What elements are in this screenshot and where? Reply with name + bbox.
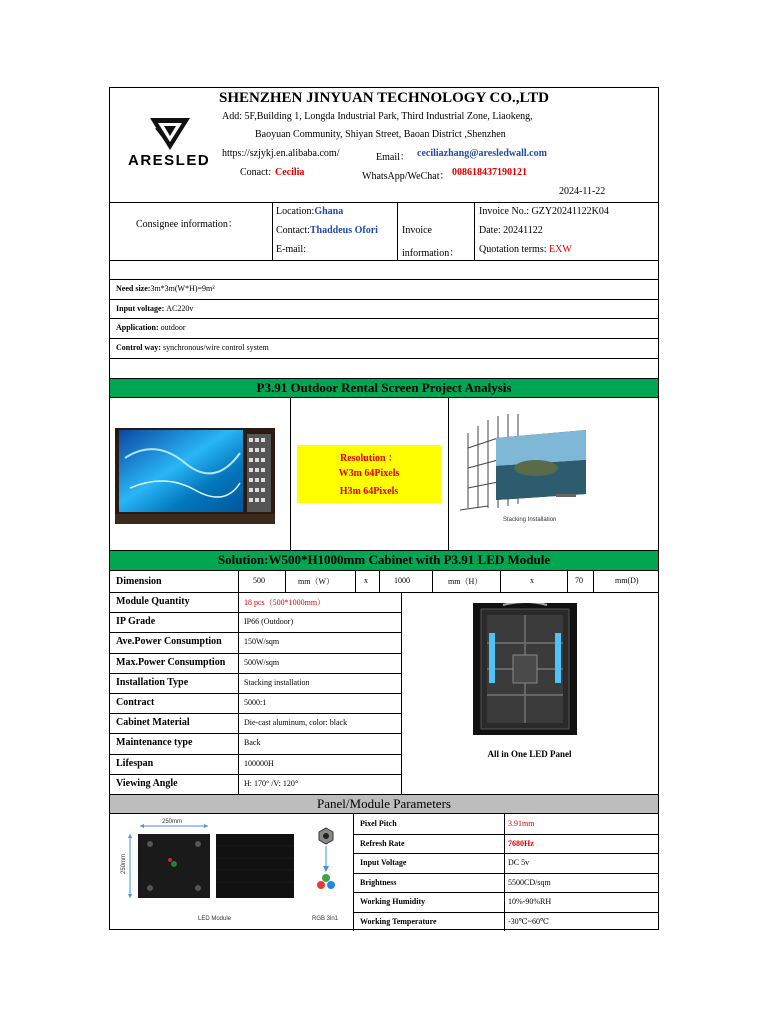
dimension-width: 500 [253,576,265,585]
need-size-label: Need size: [116,284,151,293]
spec-value: 5000:1 [244,698,267,707]
input-voltage-value: AC220v [166,304,194,313]
param-value: 5500CD/sqm [508,877,551,887]
consignee-email-label: E-mail: [276,244,306,255]
quotation-terms-value: EXW [549,244,572,255]
spec-label: IP Grade [116,616,156,628]
param-label: Working Humidity [360,897,426,906]
param-label: Input Voltage [360,858,407,867]
consignee-contact-row [276,225,378,236]
company-address-line2: Baoyuan Community, Shiyan Street, Baoan District ,Shenzhen [255,129,506,140]
spec-label: Lifespan [116,757,154,769]
resolution-width: W3m 64Pixels [338,468,400,479]
param-label: Refresh Rate [360,838,405,848]
invoice-label-line2: information： [402,248,460,259]
input-voltage-label: Input voltage: [116,304,167,313]
module-dim-height: 250mm [121,853,127,874]
spec-label: Ave.Power Consumption [116,636,222,648]
quote-date: 2024-11-22 [559,186,606,197]
location-value: Ghana [314,206,344,217]
need-size-value: 3m*3m(W*H)=9m² [150,284,215,293]
module-caption: LED Module [198,916,232,922]
spec-value: Stacking installation [244,677,310,687]
application-row [116,323,186,332]
input-voltage-row [116,304,193,313]
project-title: P3.91 Outdoor Rental Screen Project Analysis [256,380,512,395]
led-wall-photo [115,428,275,524]
module-title: Panel/Module Parameters [317,796,451,811]
consignee-contact-label: Contact: [276,225,310,236]
param-value: -30℃~60℃ [508,916,549,926]
invoice-label-line1: Invoice [402,225,432,236]
quotation-sheet [109,87,659,930]
module-title-bar [110,794,658,814]
module-dim-width: 250mm [162,819,183,825]
led-module-diagram [116,816,348,926]
panel-caption: All in One LED Panel [487,749,572,759]
need-size-row [116,284,215,293]
spec-value: 150W/sqm [244,637,280,647]
resolution-box [297,445,441,503]
param-label: Brightness [360,877,397,887]
resolution-height: H3m 64Pixels [339,486,399,497]
rgb-caption: RGB 3in1 [312,916,339,922]
spec-value: H: 170° /V: 120° [244,778,299,788]
param-value: 3.91mm [508,819,535,828]
application-value: outdoor [160,323,186,332]
spec-label: Viewing Angle [116,777,178,789]
control-way-label: Control way: [116,343,163,352]
company-logo [118,116,218,172]
consignee-label: Consignee information： [136,219,238,230]
spec-label: Contract [116,697,155,708]
spec-value: 500W/sqm [244,657,280,667]
contact-name: Cecilia [275,167,305,178]
resolution-label: Resolution ： [339,453,399,464]
solution-title: Solution:W500*H1000mm Cabinet with P3.91 LED Module [217,552,551,567]
dimension-label: Dimension [116,576,162,587]
stacking-installation-image [458,408,593,528]
location-row [276,206,343,217]
control-way-row [116,343,269,352]
control-way-value: synchronous/wire control system [162,343,269,352]
param-value: 10%-90%RH [508,897,552,906]
dimension-x1: x [364,576,368,585]
dimension-depth-unit: mm(D) [615,576,639,585]
project-title-bar [110,378,658,398]
whatsapp-number: 008618437190121 [452,167,527,178]
email-label: Email： [376,152,410,163]
invoice-date: Date: 20241122 [479,225,543,236]
spec-value: 100000H [244,758,274,768]
quotation-terms-label: Quotation terms: [479,244,549,255]
spec-value: Back [244,738,261,748]
quotation-terms-row [479,244,572,255]
company-email-link[interactable]: ceciliazhang@aresledwall.com [417,148,547,159]
whatsapp-label: WhatsApp/WeChat： [362,171,450,182]
param-label: Working Temperature [360,916,437,926]
spec-value: 18 pcs（500*1000mm） [244,598,326,607]
contact-label: Conact: [240,167,272,178]
company-name: SHENZHEN JINYUAN TECHNOLOGY CO.,LTD [219,90,549,106]
spec-label: Module Quantity [116,596,190,607]
dimension-width-unit: mm（W） [298,577,334,586]
stacking-caption: Stacking Installation [503,517,557,523]
dimension-x2: x [530,576,534,585]
spec-value: Die-cast aluminum, color: black [244,718,348,728]
spec-label: Installation Type [116,676,189,688]
location-label: Location: [276,206,315,217]
spec-label: Maintenance type [116,737,193,749]
invoice-number: Invoice No.: GZY20241122K04 [479,206,609,217]
dimension-height-unit: mm（H） [448,577,483,586]
dimension-height: 1000 [394,576,410,585]
company-address-line1: Add: 5F,Building 1, Longda Industrial Park, Third Industrial Zone, Liaokeng, [222,111,533,122]
application-label: Application: [116,323,161,332]
spec-value: IP66 (Outdoor) [244,617,294,627]
spec-label: Max.Power Consumption [116,656,226,668]
param-value: DC 5v [508,858,530,867]
dimension-depth: 70 [575,576,583,585]
logo-wordmark: ARESLED [128,152,211,169]
param-label: Pixel Pitch [360,819,397,828]
company-website-link[interactable]: https://szjykj.en.alibaba.com/ [222,148,340,159]
param-value: 7680Hz [508,838,534,848]
spec-label: Cabinet Material [116,717,190,729]
cabinet-image [473,603,577,735]
solution-title-bar [110,550,658,571]
consignee-contact-value: Thaddeus Ofori [309,225,378,236]
